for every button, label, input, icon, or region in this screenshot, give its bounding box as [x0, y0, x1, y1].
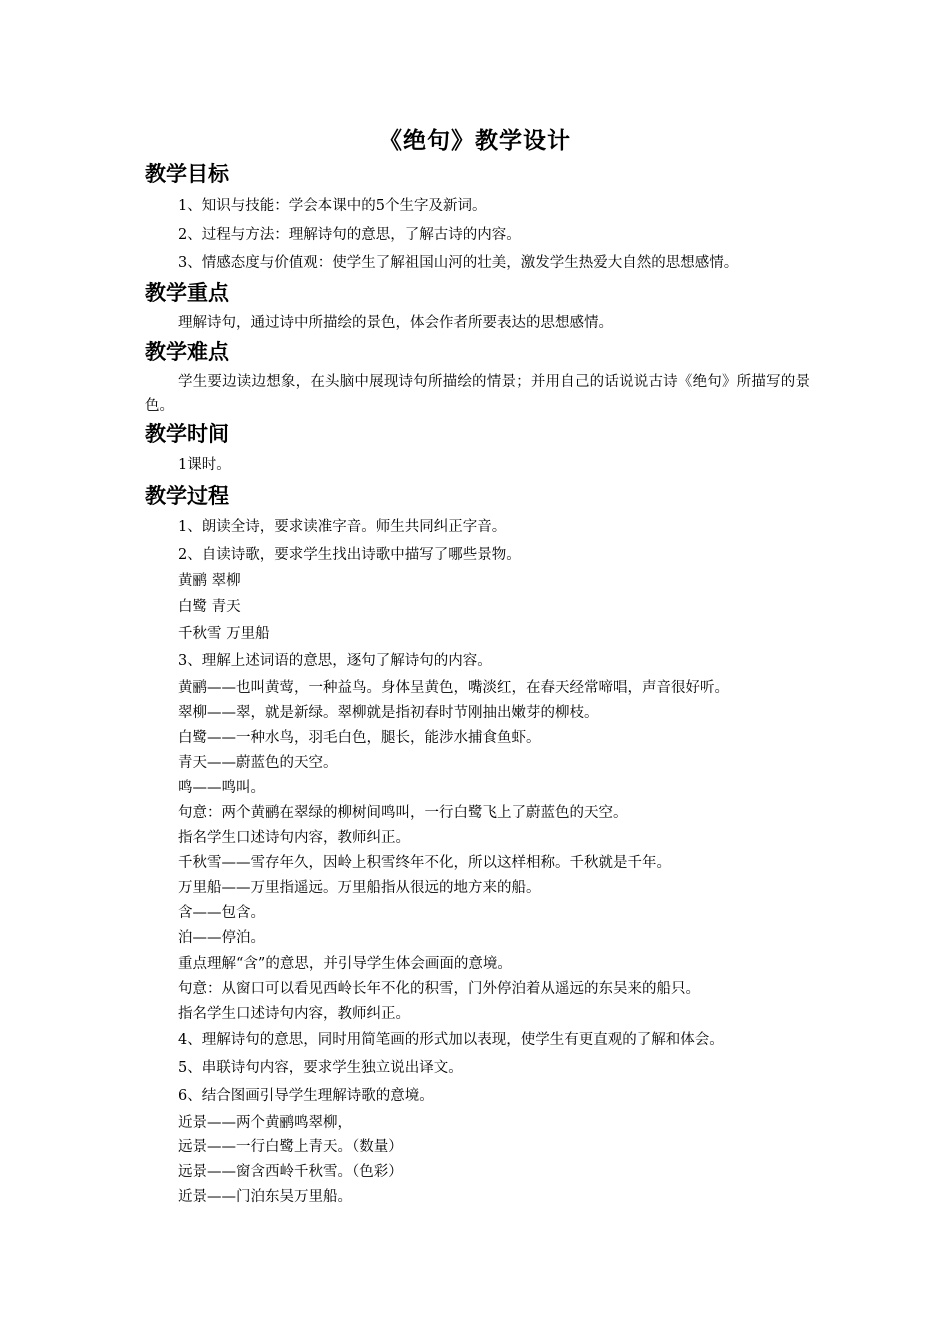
process-line: 5、串联诗句内容，要求学生独立说出译文。: [178, 1060, 463, 1076]
process-line: 泊——停泊。: [178, 930, 265, 946]
heading-time: 教学时间: [145, 421, 229, 446]
process-line: 远景——窗含西岭千秋雪。（色彩）: [178, 1164, 403, 1180]
process-line: 青天——蔚蓝色的天空。: [178, 755, 338, 771]
process-line: 6、结合图画引导学生理解诗歌的意境。: [178, 1088, 434, 1104]
process-line: 句意：两个黄鹂在翠绿的柳树间鸣叫，一行白鹭飞上了蔚蓝色的天空。: [178, 805, 628, 821]
time-text: 1课时。: [178, 457, 231, 473]
process-line: 近景——两个黄鹂鸣翠柳，: [178, 1115, 352, 1131]
heading-key-points: 教学重点: [145, 280, 229, 305]
process-line: 指名学生口述诗句内容，教师纠正。: [178, 830, 410, 846]
process-line: 万里船——万里指遥远。万里船指从很远的地方来的船。: [178, 880, 541, 896]
process-line: 翠柳——翠，就是新绿。翠柳就是指初春时节刚抽出嫩芽的柳枝。: [178, 705, 599, 721]
process-line: 鸣——鸣叫。: [178, 780, 265, 796]
process-line: 白鹭 青天: [178, 599, 241, 615]
process-line: 近景——门泊东吴万里船。: [178, 1189, 352, 1205]
heading-process: 教学过程: [145, 483, 229, 508]
process-line: 黄鹂 翠柳: [178, 573, 241, 589]
process-line: 1、朗读全诗，要求读准字音。师生共同纠正字音。: [178, 519, 507, 535]
key-points-text: 理解诗句，通过诗中所描绘的景色，体会作者所要表达的思想感情。: [178, 315, 613, 331]
document-title: 《绝句》教学设计: [379, 127, 571, 154]
goal-item: 1、知识与技能：学会本课中的5个生字及新词。: [178, 198, 487, 214]
heading-goals: 教学目标: [145, 161, 229, 186]
process-line: 白鹭——一种水鸟，羽毛白色，腿长，能涉水捕食鱼虾。: [178, 730, 541, 746]
process-line: 含——包含。: [178, 905, 265, 921]
process-line: 远景——一行白鹭上青天。（数量）: [178, 1139, 403, 1155]
goal-item: 2、过程与方法：理解诗句的意思，了解古诗的内容。: [178, 227, 521, 243]
process-line: 4、理解诗句的意思，同时用简笔画的形式加以表现，使学生有更直观的了解和体会。: [178, 1032, 724, 1048]
process-line: 句意：从窗口可以看见西岭长年不化的积雪，门外停泊着从遥远的东吴来的船只。: [178, 981, 700, 997]
process-line: 3、理解上述词语的意思，逐句了解诗句的内容。: [178, 653, 492, 669]
process-line: 黄鹂——也叫黄莺，一种益鸟。身体呈黄色，嘴淡红，在春天经常啼唱，声音很好听。: [178, 680, 729, 696]
process-line: 指名学生口述诗句内容，教师纠正。: [178, 1006, 410, 1022]
difficulty-text: 学生要边读边想象，在头脑中展现诗句所描绘的情景；并用自己的话说说古诗《绝句》所描写的景色。: [145, 374, 810, 414]
process-line: 重点理解“含”的意思，并引导学生体会画面的意境。: [178, 956, 512, 972]
heading-difficulty: 教学难点: [145, 339, 229, 364]
goal-item: 3、情感态度与价值观：使学生了解祖国山河的壮美，激发学生热爱大自然的思想感情。: [178, 255, 739, 271]
process-line: 千秋雪——雪存年久，因岭上积雪终年不化，所以这样相称。千秋就是千年。: [178, 855, 671, 871]
process-line: 2、自读诗歌，要求学生找出诗歌中描写了哪些景物。: [178, 547, 521, 563]
process-line: 千秋雪 万里船: [178, 626, 270, 642]
